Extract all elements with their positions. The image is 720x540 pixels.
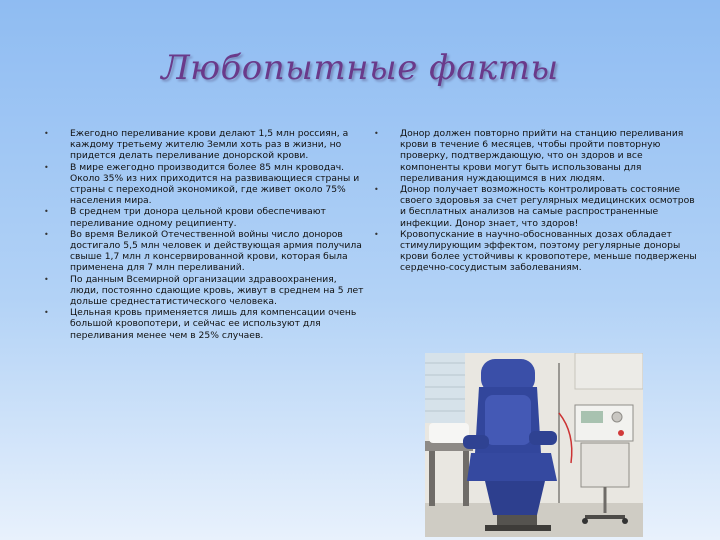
fact-text: По данным Всемирной организации здравоохранения, люди, постоянно сдающие кровь, живут в среднем на 5 лет дольше среднестатистического человека. (70, 273, 364, 308)
bullet-icon: • (374, 185, 379, 195)
donor-chair-illustration (425, 353, 643, 537)
fact-text: Во время Великой Отечественной войны число доноров достигало 5,5 млн человек и действующая армия получила свыше 1,7 млн л консервированной крови, которая была применена для 7 млн переливаний. (70, 228, 362, 274)
bullet-icon: • (374, 229, 379, 239)
left-facts-list (44, 128, 364, 341)
fact-text: Ежегодно переливание крови делают 1,5 млн россиян, а каждому третьему жителю Земли хоть раз в жизни, но придется делать переливание донорской крови. (70, 128, 349, 162)
list-item (44, 307, 364, 341)
fact-text: В мире ежегодно производится более 85 млн кроводач. Около 35% из них приходится на развивающиеся страны и страны с переходной экономикой, где живет около 75% населения мира. (70, 161, 360, 207)
fact-text: Донор получает возможность контролировать состояние своего здоровья за счет регулярных медицинских осмотров и бесплатных анализов на самые распространенные инфекции. Донор знает, что здоров! (400, 184, 695, 229)
right-facts-list (374, 128, 700, 274)
bullet-icon: • (44, 308, 49, 318)
list-item (44, 162, 364, 207)
list-item (44, 229, 364, 274)
bullet-icon: • (44, 207, 49, 217)
list-item (374, 128, 700, 184)
donor-chair-photo (425, 353, 643, 537)
bullet-icon: • (44, 229, 49, 239)
bullet-icon: • (374, 129, 379, 138)
slide-title: Любопытные факты (161, 48, 559, 88)
fact-text: Кровопускание в научно-обоснованных дозах обладает стимулирующим эффектом, поэтому регулярные доноры крови более устойчивы к кровопотере, меньше подвержены сердечно-сосудистым заболеваниям. (400, 228, 697, 274)
fact-text: В среднем три донора цельной крови обеспечивают переливание одному реципиенту. (70, 206, 326, 229)
bullet-icon: • (44, 162, 49, 172)
bullet-icon: • (44, 274, 49, 284)
fact-text: Донор должен повторно прийти на станцию переливания крови в течение 6 месяцев, чтобы пройти повторную проверку, подтверждающую, что он здоров и все компоненты крови могут быть использованы для переливания нуждающимся в них людям. (400, 128, 684, 184)
bullet-icon: • (44, 129, 49, 138)
list-item (44, 274, 364, 308)
list-item (374, 229, 700, 274)
list-item (374, 184, 700, 229)
list-item (44, 128, 364, 162)
list-item (44, 206, 364, 228)
fact-text: Цельная кровь применяется лишь для компенсации очень большой кровопотери, и сейчас ее используют для переливания менее чем в 25% случаев. (70, 307, 357, 341)
